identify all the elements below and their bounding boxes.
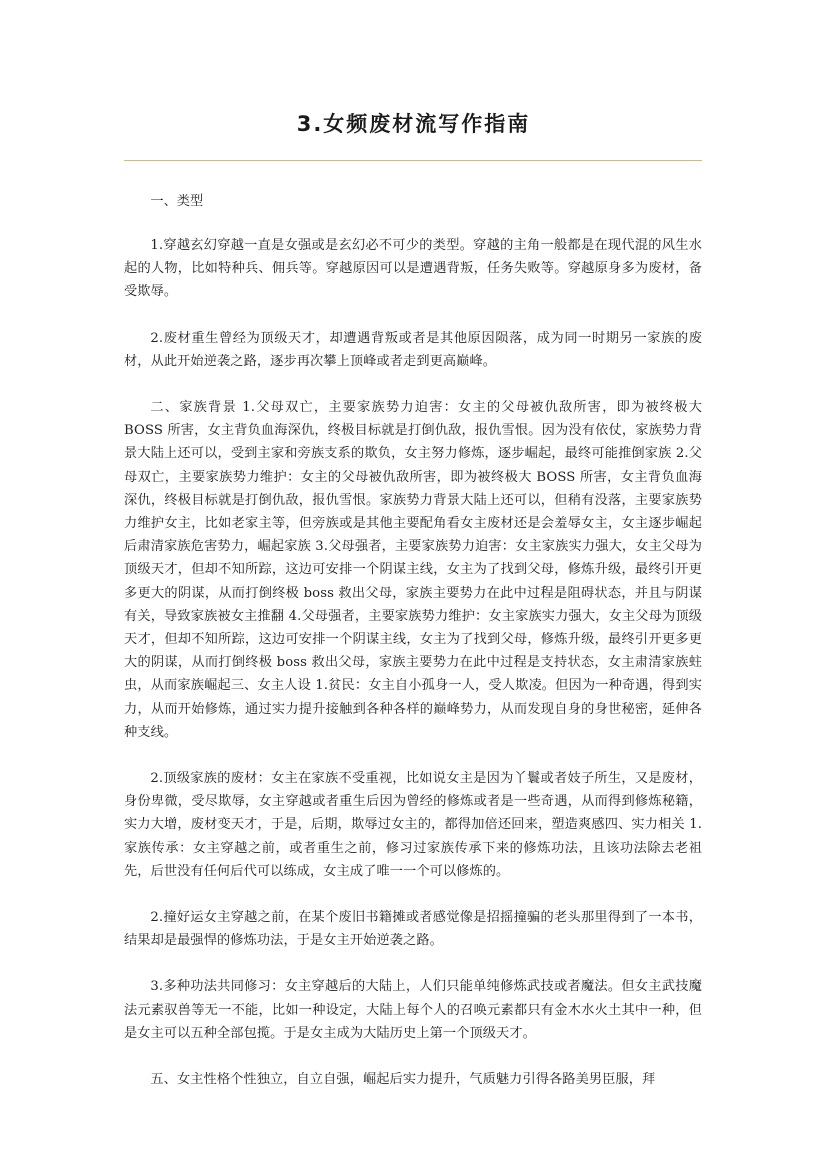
document-title: 3.女频废材流写作指南 — [296, 112, 531, 136]
paragraph-3: 二、家族背景 1.父母双亡，主要家族势力迫害：女主的父母被仇敌所害，即为被终极大 BOSS 所害，女主背负血海深仇，终极目标就是打倒仇敌，报仇雪恨。因为没有依仗，家族势力背景大陆上还可以，受到主家和旁族支系的欺负，女主努力修炼，逐步崛起，最终可能推倒家族 2.父母双亡，主要家族势力维护：女主的父母被仇敌所害，即为被终极大 BOSS 所害，女主背负血海深仇，终极目标就是打倒仇敌，报仇雪恨。家族势力背景大陆上还可以，但稍有没落，主要家族势力维护女主，比如老家主等，但旁族或是其他主要配角看女主废材还是会羞辱女主，女主逐步崛起后肃清家族危害势力，崛起家族 3.父母强者，主要家族势力迫害：女主家族实力强大，女主父母为顶级天才，但却不知所踪，这边可安排一个阴谋主线，女主为了找到父母，修炼升级，最终引开更多更大的阴谋，从而打倒终极 boss 救出父母，家族主要势力在此中过程是阻碍状态，并且与阴谋有关，导致家族被女主推翻 4.父母强者，主要家族势力维护：女主家族实力强大，女主父母为顶级天才，但却不知所踪，这边可安排一个阴谋主线，女主为了找到父母，修炼升级，最终引开更多更大的阴谋，从而打倒终极 boss 救出父母，家族主要势力在此中过程是支持状态，女主肃清家族蛀虫，从而家族崛起三、女主人设 1.贫民：女主自小孤身一人，受人欺凌。但因为一种奇遇，得到实力，从而开始修炼，通过实力提升接触到各种各样的巅峰势力，从而发现自身的身世秘密，延伸各种支线。 — [124, 400, 702, 740]
paragraph-6: 3.多种功法共同修习：女主穿越后的大陆上，人们只能单纯修炼武技或者魔法。但女主武技魔法元素驭兽等无一不能，比如一种设定，大陆上每个人的召唤元素都只有金木水火土其中一种，但是女主可以五种全部包揽。于是女主成为大陆历史上第一个顶级天才。 — [124, 979, 702, 1041]
paragraph-2: 2.废材重生曾经为顶级天才，却遭遇背叛或者是其他原因陨落，成为同一时期另一家族的废材，从此开始逆袭之路，逐步再次攀上顶峰或者走到更高巅峰。 — [124, 330, 702, 369]
section-heading-types: 一、类型 — [150, 194, 204, 209]
paragraph-1: 1.穿越玄幻穿越一直是女强或是玄幻必不可少的类型。穿越的主角一般都是在现代混的风生水起的人物，比如特种兵、佣兵等。穿越原因可以是遭遇背叛，任务失败等。穿越原身多为废材，备受欺辱。 — [124, 238, 702, 300]
paragraph-4: 2.顶级家族的废材：女主在家族不受重视，比如说女主是因为丫鬟或者妓子所生，又是废材，身份卑微，受尽欺辱，女主穿越或者重生后因为曾经的修炼或者是一些奇遇，从而得到修炼秘籍，实力大增，废材变天才，于是，后期，欺辱过女主的，都得加倍还回来，塑造爽感四、实力相关 1.家族传承：女主穿越之前，或者重生之前，修习过家族传承下来的修炼功法，且该功法除去老祖先，后世没有任何后代可以练成，女主成了唯一一个可以修炼的。 — [124, 771, 702, 879]
paragraph-5: 2.撞好运女主穿越之前，在某个废旧书籍摊或者感觉像是招摇撞骗的老头那里得到了一本书，结果却是最强悍的修炼功法，于是女主开始逆袭之路。 — [124, 910, 702, 949]
title-divider — [124, 160, 702, 161]
paragraph-7: 五、女主性格个性独立，自立自强，崛起后实力提升，气质魅力引得各路美男臣服，拜 — [150, 1072, 656, 1088]
document-body — [124, 190, 702, 1114]
